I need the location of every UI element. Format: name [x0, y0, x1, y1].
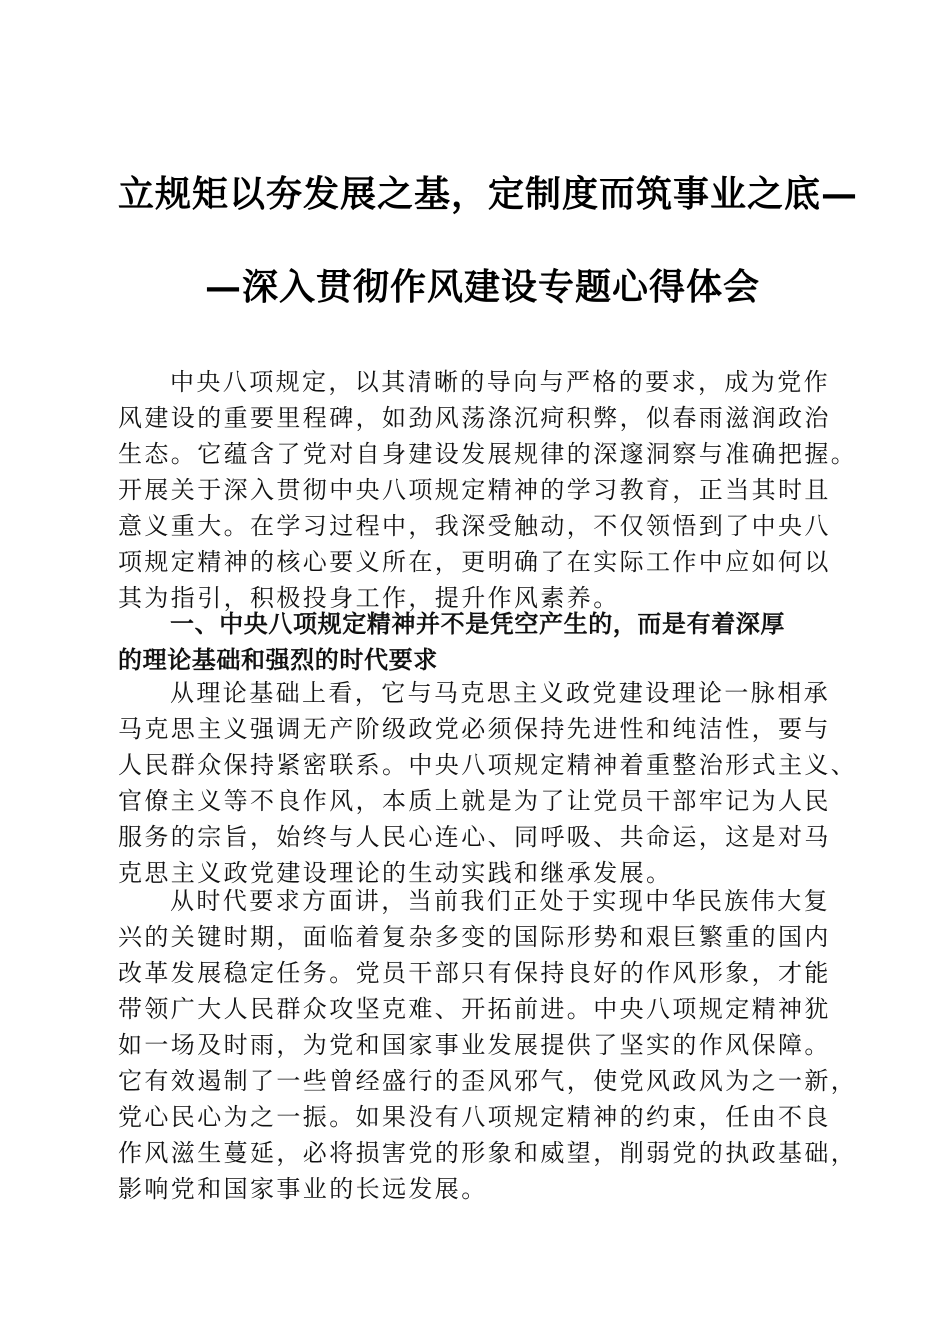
- heading-line: 一、中央八项规定精神并不是凭空产生的，而是有着深厚: [170, 610, 785, 638]
- text-line: 官僚主义等不良作风，本质上就是为了让党员干部牢记为人民: [118, 787, 831, 815]
- text-line: 作风滋生蔓延，必将损害党的形象和威望，削弱党的执政基础，: [118, 1139, 858, 1167]
- document-title-line-2: —深入贯彻作风建设专题心得体会: [205, 266, 761, 308]
- text-line: 项规定精神的核心要义所在，更明确了在实际工作中应如何以: [118, 548, 831, 576]
- text-line: 人民群众保持紧密联系。中央八项规定精神着重整治形式主义、: [118, 751, 858, 779]
- paragraph-intro: [118, 364, 858, 616]
- text-line: 克思主义政党建设理论的生动实践和继承发展。: [118, 859, 673, 887]
- text-line: 其为指引，积极投身工作，提升作风素养。: [118, 584, 620, 612]
- text-line: 兴的关键时期，面临着复杂多变的国际形势和艰巨繁重的国内: [118, 923, 831, 951]
- text-line: 它有效遏制了一些曾经盛行的歪风邪气，使党风政风为之一新，: [118, 1067, 858, 1095]
- text-line: 党心民心为之一振。如果没有八项规定精神的约束，任由不良: [118, 1103, 831, 1131]
- text-line: 从理论基础上看，它与马克思主义政党建设理论一脉相承: [170, 679, 830, 707]
- text-line: 马克思主义强调无产阶级政党必须保持先进性和纯洁性，要与: [118, 715, 831, 743]
- document-title-line-1: 立规矩以夯发展之基，定制度而筑事业之底—: [118, 173, 859, 215]
- text-line: 改革发展稳定任务。党员干部只有保持良好的作风形象，才能: [118, 959, 831, 987]
- text-line: 开展关于深入贯彻中央八项规定精神的学习教育，正当其时且: [118, 476, 831, 504]
- paragraph-era: [118, 883, 858, 1207]
- section-heading: [118, 606, 838, 678]
- text-line: 如一场及时雨，为党和国家事业发展提供了坚实的作风保障。: [118, 1031, 831, 1059]
- text-line: 影响党和国家事业的长远发展。: [118, 1175, 488, 1203]
- paragraph-theory: [118, 675, 858, 891]
- text-line: 中央八项规定，以其清晰的导向与严格的要求，成为党作: [170, 368, 830, 396]
- text-line: 从时代要求方面讲，当前我们正处于实现中华民族伟大复: [170, 887, 830, 915]
- heading-line: 的理论基础和强烈的时代要求: [118, 646, 438, 674]
- text-line: 意义重大。在学习过程中，我深受触动，不仅领悟到了中央八: [118, 512, 831, 540]
- text-line: 生态。它蕴含了党对自身建设发展规律的深邃洞察与准确把握。: [118, 440, 858, 468]
- text-line: 带领广大人民群众攻坚克难、开拓前进。中央八项规定精神犹: [118, 995, 831, 1023]
- text-line: 服务的宗旨，始终与人民心连心、同呼吸、共命运，这是对马: [118, 823, 831, 851]
- text-line: 风建设的重要里程碑，如劲风荡涤沉疴积弊，似春雨滋润政治: [118, 404, 831, 432]
